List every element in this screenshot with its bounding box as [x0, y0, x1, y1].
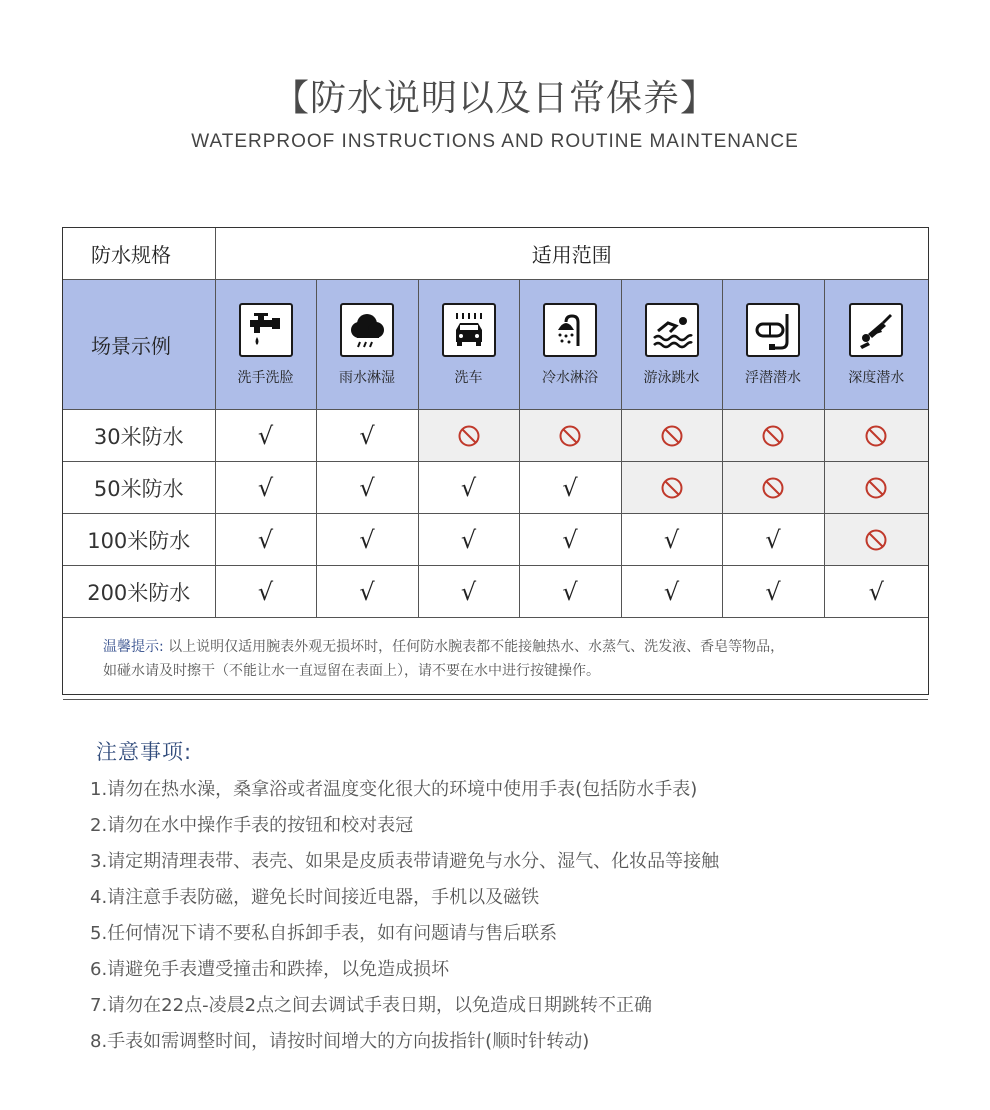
note-item: 4.请注意手表防磁，避免长时间接近电器，手机以及磁铁	[90, 887, 540, 908]
check-mark: √	[418, 462, 519, 514]
prohibited-icon	[824, 410, 928, 462]
table-row	[63, 410, 928, 462]
prohibited-icon	[824, 462, 928, 514]
tip-lead: 温馨提示:	[103, 638, 164, 655]
scene-label: 浮潜潜水	[745, 369, 801, 386]
check-mark: √	[316, 410, 418, 462]
scene-cell	[519, 280, 621, 410]
note-item: 7.请勿在22点-凌晨2点之间去调试手表日期，以免造成日期跳转不正确	[90, 995, 653, 1016]
prohibited-icon	[722, 462, 824, 514]
note-item: 8.手表如需调整时间，请按时间增大的方向拔指针(顺时针转动)	[90, 1031, 590, 1052]
check-mark: √	[621, 566, 722, 618]
notes-title: 注意事项:	[96, 740, 193, 764]
scuba-diver-icon	[849, 303, 903, 357]
waterproof-table	[62, 227, 929, 695]
check-mark: √	[418, 514, 519, 566]
prohibited-icon	[621, 410, 722, 462]
check-mark: √	[316, 514, 418, 566]
scene-cell	[316, 280, 418, 410]
note-item: 1.请勿在热水澡，桑拿浴或者温度变化很大的环境中使用手表(包括防水手表)	[90, 779, 698, 800]
check-mark: √	[215, 514, 316, 566]
check-mark: √	[621, 514, 722, 566]
prohibited-icon	[519, 410, 621, 462]
spec-label: 50米防水	[63, 462, 215, 514]
scene-cell	[722, 280, 824, 410]
spec-label: 100米防水	[63, 514, 215, 566]
check-mark: √	[316, 462, 418, 514]
scene-label: 深度潜水	[848, 369, 905, 386]
scene-cell	[621, 280, 722, 410]
scene-label: 冷水淋浴	[542, 369, 598, 386]
page-subtitle: WATERPROOF INSTRUCTIONS AND ROUTINE MAINTENANCE	[191, 131, 799, 152]
rain-cloud-icon	[340, 303, 394, 357]
table-row	[63, 514, 928, 566]
note-item: 3.请定期清理表带、表壳、如果是皮质表带请避免与水分、湿气、化妆品等接触	[90, 851, 720, 872]
page-title: 【防水说明以及日常保养】	[272, 78, 717, 119]
tip-line-1: 以上说明仅适用腕表外观无损坏时，任何防水腕表都不能接触热水、水蒸气、洗发液、香皂等物品，	[163, 638, 785, 655]
table-row	[63, 566, 928, 618]
check-mark: √	[316, 566, 418, 618]
scene-cell	[215, 280, 316, 410]
check-mark: √	[519, 514, 621, 566]
check-mark: √	[519, 462, 621, 514]
check-mark: √	[215, 410, 316, 462]
faucet-icon	[239, 303, 293, 357]
check-mark: √	[215, 462, 316, 514]
check-mark: √	[519, 566, 621, 618]
check-mark: √	[418, 566, 519, 618]
tip-note	[63, 618, 928, 700]
scene-label: 洗手洗脸	[237, 369, 294, 386]
tip-line-2: 如碰水请及时擦干（不能让水一直逗留在表面上），请不要在水中进行按键操作。	[103, 662, 600, 679]
snorkel-icon	[746, 303, 800, 357]
prohibited-icon	[824, 514, 928, 566]
table-row	[63, 462, 928, 514]
check-mark: √	[215, 566, 316, 618]
check-mark: √	[722, 566, 824, 618]
notes-list	[90, 772, 910, 1060]
prohibited-icon	[621, 462, 722, 514]
scene-cell	[824, 280, 928, 410]
range-header: 适用范围	[215, 228, 928, 280]
note-item: 6.请避免手表遭受撞击和跌捧，以免造成损坏	[90, 959, 450, 980]
scene-cell	[418, 280, 519, 410]
prohibited-icon	[418, 410, 519, 462]
shower-icon	[543, 303, 597, 357]
spec-header: 防水规格	[63, 228, 215, 280]
car-wash-icon	[442, 303, 496, 357]
check-mark: √	[824, 566, 928, 618]
prohibited-icon	[722, 410, 824, 462]
scene-label: 游泳跳水	[643, 369, 700, 386]
note-item: 5.任何情况下请不要私自拆卸手表，如有问题请与售后联系	[90, 923, 558, 944]
note-item: 2.请勿在水中操作手表的按钮和校对表冠	[90, 815, 414, 836]
spec-label: 30米防水	[63, 410, 215, 462]
scene-label: 雨水淋湿	[339, 369, 395, 386]
check-mark: √	[722, 514, 824, 566]
spec-label: 200米防水	[63, 566, 215, 618]
scene-label: 洗车	[454, 369, 483, 386]
scene-header: 场景示例	[63, 280, 215, 410]
swimming-icon	[645, 303, 699, 357]
